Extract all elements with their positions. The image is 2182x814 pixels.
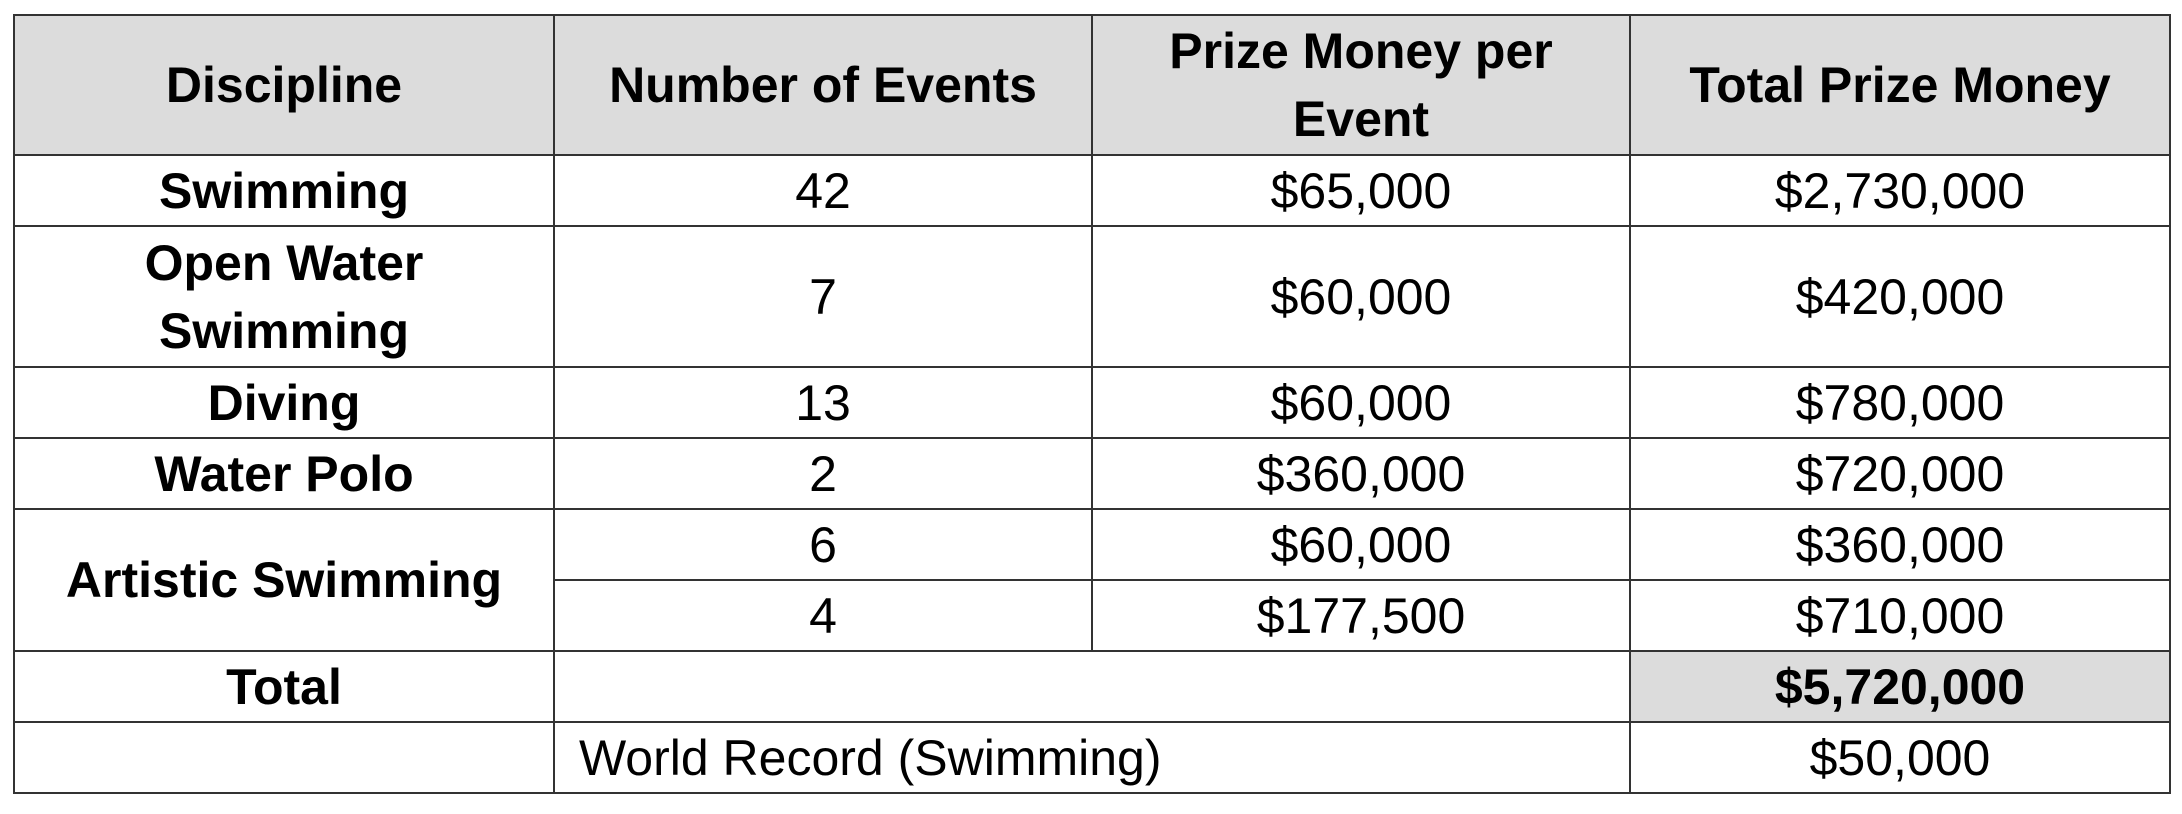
discipline-cell: Open Water Swimming — [14, 226, 554, 367]
world-record-row — [14, 722, 2170, 793]
table-row — [14, 155, 2170, 226]
total-cell: $2,730,000 — [1630, 155, 2170, 226]
table-row — [14, 509, 2170, 580]
total-cell: $360,000 — [1630, 509, 2170, 580]
table-header-row — [14, 15, 2170, 155]
events-cell: 7 — [554, 226, 1092, 367]
world-record-empty-cell — [14, 722, 554, 793]
events-cell: 13 — [554, 367, 1092, 438]
per-event-cell: $65,000 — [1092, 155, 1630, 226]
grand-total-value: $5,720,000 — [1630, 651, 2170, 722]
world-record-label: World Record (Swimming) — [554, 722, 1630, 793]
total-cell: $780,000 — [1630, 367, 2170, 438]
discipline-cell: Water Polo — [14, 438, 554, 509]
events-cell: 6 — [554, 509, 1092, 580]
header-discipline: Discipline — [14, 15, 554, 155]
header-number-of-events: Number of Events — [554, 15, 1092, 155]
table-row — [14, 226, 2170, 367]
events-cell: 4 — [554, 580, 1092, 651]
total-cell: $720,000 — [1630, 438, 2170, 509]
header-prize-per-event: Prize Money per Event — [1092, 15, 1630, 155]
total-empty-cell — [554, 651, 1630, 722]
per-event-cell: $60,000 — [1092, 509, 1630, 580]
discipline-cell: Diving — [14, 367, 554, 438]
table-row — [14, 438, 2170, 509]
header-total-prize-money: Total Prize Money — [1630, 15, 2170, 155]
per-event-cell: $177,500 — [1092, 580, 1630, 651]
prize-money-table — [13, 14, 2171, 794]
events-cell: 42 — [554, 155, 1092, 226]
per-event-cell: $360,000 — [1092, 438, 1630, 509]
discipline-cell: Swimming — [14, 155, 554, 226]
events-cell: 2 — [554, 438, 1092, 509]
world-record-value: $50,000 — [1630, 722, 2170, 793]
total-cell: $420,000 — [1630, 226, 2170, 367]
per-event-cell: $60,000 — [1092, 226, 1630, 367]
per-event-cell: $60,000 — [1092, 367, 1630, 438]
total-label: Total — [14, 651, 554, 722]
total-row — [14, 651, 2170, 722]
table-row — [14, 367, 2170, 438]
discipline-cell-artistic: Artistic Swimming — [14, 509, 554, 651]
total-cell: $710,000 — [1630, 580, 2170, 651]
